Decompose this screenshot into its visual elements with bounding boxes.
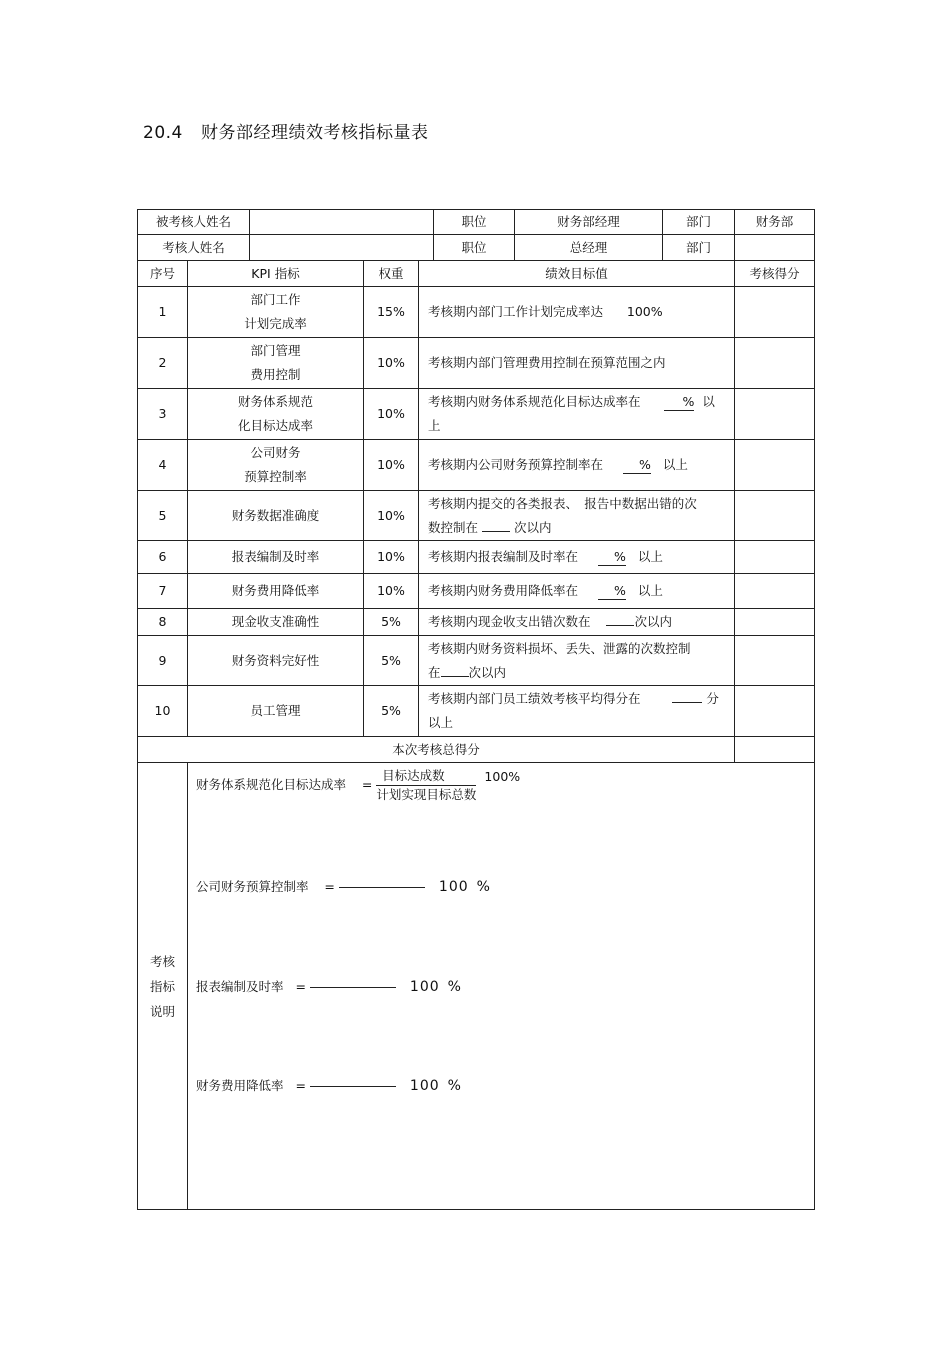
fraction-line — [339, 887, 425, 888]
row-kpi: 财务费用降低率 — [188, 574, 364, 609]
evaluatee-name-field[interactable] — [250, 210, 434, 235]
row-target: 考核期内财务费用降低率在 % 以上 — [419, 574, 735, 609]
blank-field[interactable]: % — [623, 458, 651, 474]
row-target: 考核期内部门管理费用控制在预算范围之内 — [419, 338, 735, 389]
score-field[interactable] — [735, 686, 815, 737]
row-no: 10 — [138, 686, 188, 737]
row-weight: 5% — [364, 686, 419, 737]
table-row — [138, 686, 815, 737]
score-field[interactable] — [735, 389, 815, 440]
notes-body — [188, 763, 815, 1210]
position-value: 财务部经理 — [515, 210, 663, 235]
total-label: 本次考核总得分 — [138, 737, 735, 763]
position-label: 职位 — [434, 235, 515, 261]
table-row — [138, 491, 815, 541]
score-field[interactable] — [735, 636, 815, 686]
evaluatee-row — [138, 210, 815, 235]
row-target: 考核期内提交的各类报表、 报告中数据出错的次 数控制在 次以内 — [419, 491, 735, 541]
dept-value: 财务部 — [735, 210, 815, 235]
formula-report-timeliness: 报表编制及时率 = 100 % — [196, 979, 462, 995]
row-kpi: 公司财务 预算控制率 — [188, 440, 364, 491]
score-field[interactable] — [735, 541, 815, 574]
table-row — [138, 389, 815, 440]
col-score: 考核得分 — [735, 261, 815, 287]
row-weight: 10% — [364, 338, 419, 389]
score-field[interactable] — [735, 491, 815, 541]
blank-field[interactable]: % — [664, 395, 694, 411]
fraction-line — [310, 987, 396, 988]
table-row — [138, 541, 815, 574]
table-row — [138, 574, 815, 609]
col-weight: 权重 — [364, 261, 419, 287]
evaluatee-label: 被考核人姓名 — [138, 210, 250, 235]
row-weight: 5% — [364, 636, 419, 686]
dept-label: 部门 — [663, 235, 735, 261]
position-label: 职位 — [434, 210, 515, 235]
score-field[interactable] — [735, 440, 815, 491]
row-kpi: 员工管理 — [188, 686, 364, 737]
formula-budget-control: 公司财务预算控制率 = 100 % — [196, 879, 491, 895]
col-kpi: KPI 指标 — [188, 261, 364, 287]
title-text: 财务部经理绩效考核指标量表 — [201, 123, 429, 143]
table-row — [138, 636, 815, 686]
score-field[interactable] — [735, 287, 815, 338]
row-target: 考核期内报表编制及时率在 % 以上 — [419, 541, 735, 574]
row-weight: 10% — [364, 491, 419, 541]
row-weight: 10% — [364, 541, 419, 574]
section-number: 20.4 — [143, 123, 183, 143]
row-weight: 10% — [364, 440, 419, 491]
table-row — [138, 338, 815, 389]
blank-field[interactable] — [606, 610, 634, 626]
row-weight: 10% — [364, 574, 419, 609]
row-weight: 15% — [364, 287, 419, 338]
row-target: 考核期内部门工作计划完成率达 100% — [419, 287, 735, 338]
blank-field[interactable] — [441, 661, 469, 677]
score-field[interactable] — [735, 338, 815, 389]
row-kpi: 部门工作 计划完成率 — [188, 287, 364, 338]
total-row — [138, 737, 815, 763]
total-score-field[interactable] — [735, 737, 815, 763]
row-no: 1 — [138, 287, 188, 338]
row-weight: 5% — [364, 609, 419, 636]
blank-field[interactable]: % — [598, 584, 626, 600]
dept-value-field[interactable] — [735, 235, 815, 261]
row-no: 3 — [138, 389, 188, 440]
notes-label: 考核 指标 说明 — [138, 763, 188, 1210]
row-kpi: 财务体系规范 化目标达成率 — [188, 389, 364, 440]
score-field[interactable] — [735, 574, 815, 609]
col-target: 绩效目标值 — [419, 261, 735, 287]
evaluator-label: 考核人姓名 — [138, 235, 250, 261]
fraction-line — [310, 1086, 396, 1087]
row-kpi: 财务数据准确度 — [188, 491, 364, 541]
table-row — [138, 609, 815, 636]
col-no: 序号 — [138, 261, 188, 287]
row-no: 7 — [138, 574, 188, 609]
row-no: 2 — [138, 338, 188, 389]
formula-cost-reduction: 财务费用降低率 = 100 % — [196, 1078, 462, 1094]
row-target: 考核期内部门员工绩效考核平均得分在 分 以上 — [419, 686, 735, 737]
row-no: 8 — [138, 609, 188, 636]
row-target: 考核期内公司财务预算控制率在 % 以上 — [419, 440, 735, 491]
row-no: 4 — [138, 440, 188, 491]
row-target: 考核期内财务资料损坏、丢失、泄露的次数控制 在 次以内 — [419, 636, 735, 686]
dept-label: 部门 — [663, 210, 735, 235]
row-no: 6 — [138, 541, 188, 574]
evaluator-name-field[interactable] — [250, 235, 434, 261]
column-header-row — [138, 261, 815, 287]
position-value: 总经理 — [515, 235, 663, 261]
row-kpi: 报表编制及时率 — [188, 541, 364, 574]
table-row — [138, 440, 815, 491]
blank-field[interactable] — [672, 687, 702, 703]
row-weight: 10% — [364, 389, 419, 440]
page-title — [143, 118, 429, 143]
kpi-table — [137, 209, 815, 1210]
formula-target-achievement: 财务体系规范化目标达成率 = $\frac{\text{目标达成数}}{\text{计划实现目标总数}}$ 100% — [196, 768, 521, 802]
row-kpi: 部门管理 费用控制 — [188, 338, 364, 389]
blank-field[interactable] — [482, 516, 510, 532]
row-target: 考核期内现金收支出错次数在 次以内 — [419, 609, 735, 636]
evaluator-row — [138, 235, 815, 261]
blank-field[interactable]: % — [598, 550, 626, 566]
table-row — [138, 287, 815, 338]
row-no: 5 — [138, 491, 188, 541]
notes-row — [138, 763, 815, 1210]
row-no: 9 — [138, 636, 188, 686]
row-kpi: 财务资料完好性 — [188, 636, 364, 686]
row-target: 考核期内财务体系规范化目标达成率在 % 以 上 — [419, 389, 735, 440]
fraction: $\frac{\text{目标达成数}}{\text{计划实现目标总数}}$ — [376, 768, 477, 802]
score-field[interactable] — [735, 609, 815, 636]
row-kpi: 现金收支准确性 — [188, 609, 364, 636]
